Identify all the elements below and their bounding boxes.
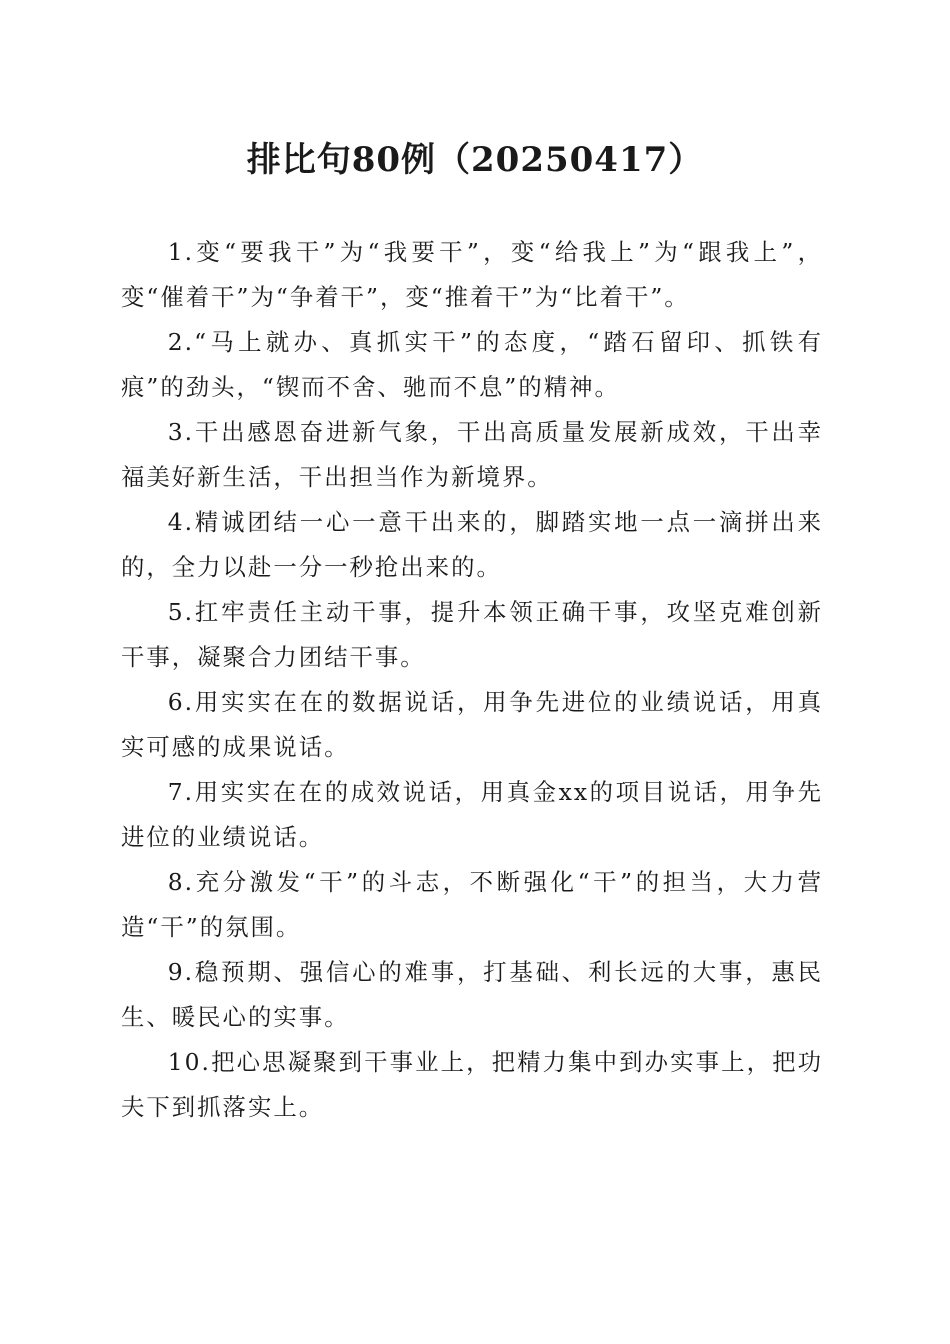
- paragraph-7: 7.用实实在在的成效说话，用真金xx的项目说话，用争先进位的业绩说话。: [121, 778, 823, 851]
- document-title: 排比句80例（20250417）: [246, 140, 704, 180]
- paragraph-2: 2.“马上就办、真抓实干”的态度，“踏石留印、抓铁有痕”的劲头，“锲而不舍、驰而不息”的精神。: [121, 328, 823, 401]
- paragraph-5: 5.扛牢责任主动干事，提升本领正确干事，攻坚克难创新干事，凝聚合力团结干事。: [121, 598, 823, 671]
- paragraph-6: 6.用实实在在的数据说话，用争先进位的业绩说话，用真实可感的成果说话。: [121, 688, 823, 761]
- paragraph-9: 9.稳预期、强信心的难事，打基础、利长远的大事，惠民生、暖民心的实事。: [121, 958, 823, 1031]
- document-body: [121, 230, 823, 1130]
- paragraph-3: 3.干出感恩奋进新气象，干出高质量发展新成效，干出幸福美好新生活，干出担当作为新境界。: [121, 418, 823, 491]
- paragraph-10: 10.把心思凝聚到干事业上，把精力集中到办实事上，把功夫下到抓落实上。: [121, 1048, 823, 1121]
- paragraph-4: 4.精诚团结一心一意干出来的，脚踏实地一点一滴拼出来的，全力以赴一分一秒抢出来的。: [121, 508, 823, 581]
- paragraph-8: 8.充分激发“干”的斗志，不断强化“干”的担当，大力营造“干”的氛围。: [121, 868, 823, 941]
- paragraph-1: 1.变“要我干”为“我要干”，变“给我上”为“跟我上”，变“催着干”为“争着干”，变“推着干”为“比着干”。: [121, 238, 823, 311]
